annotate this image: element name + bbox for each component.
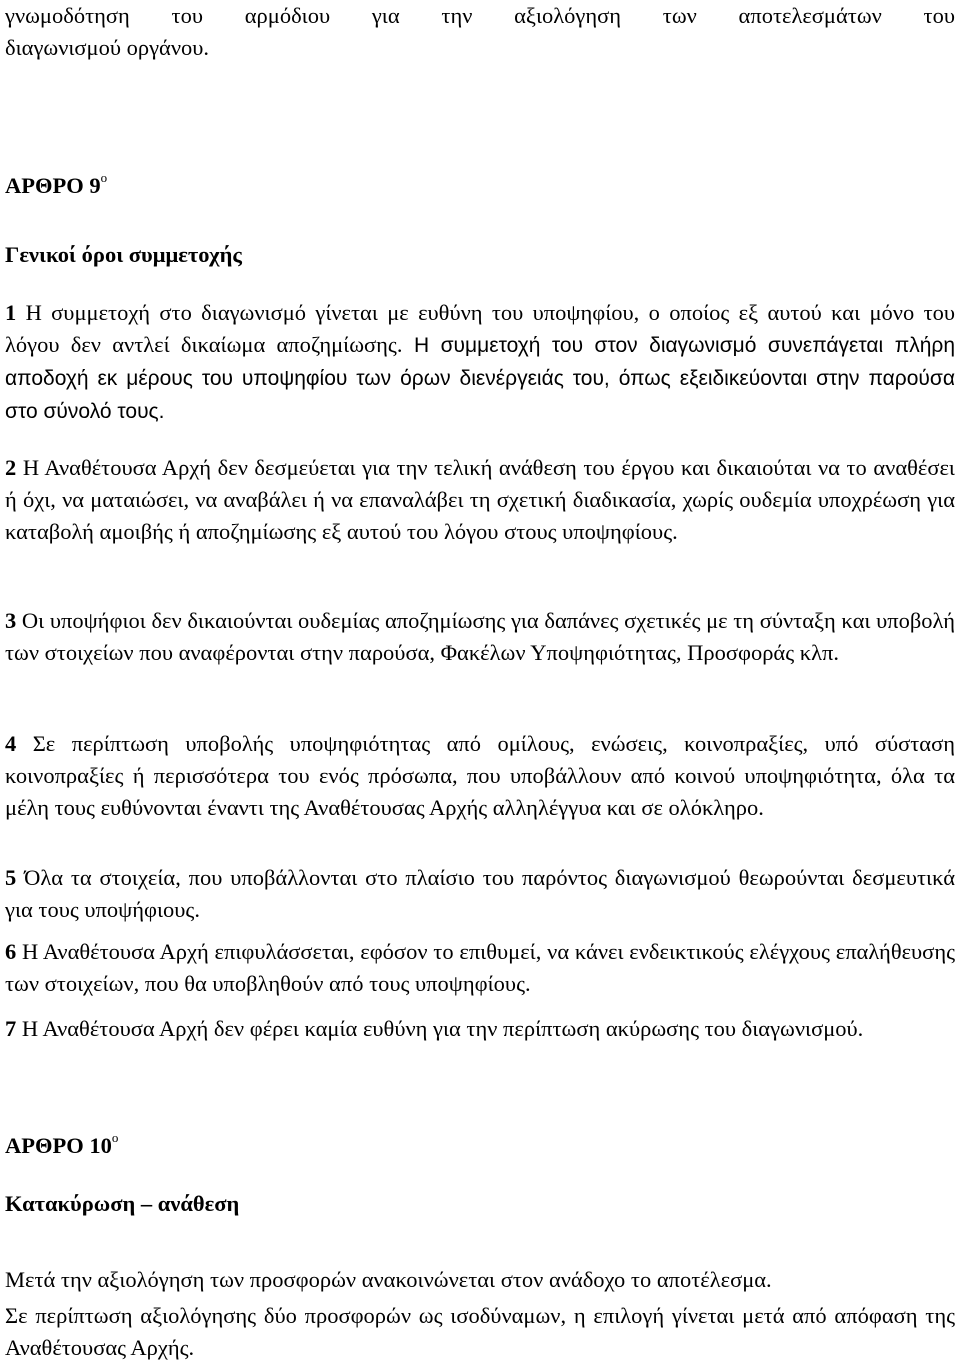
article-9-item-4	[5, 728, 955, 824]
article-9-item-1	[5, 297, 955, 428]
article-10-title-text: Κατακύρωση – ανάθεση	[5, 1191, 240, 1216]
article-10-paragraph-1: Μετά την αξιολόγηση των προσφορών ανακοινώνεται στον ανάδοχο το αποτέλεσμα.	[5, 1267, 772, 1292]
article-10-heading-sup: ο	[111, 1130, 119, 1145]
item-5-text: Όλα τα στοιχεία, που υποβάλλονται στο πλαίσιο του παρόντος διαγωνισμού θεωρούνται δεσμευτικά για τους υποψήφιους.	[5, 865, 955, 922]
article-10-paragraph-2: Σε περίπτωση αξιολόγησης δύο προσφορών ως ισοδύναμων, η επιλογή γίνεται μετά από απόφαση της Αναθέτουσας Αρχής.	[5, 1303, 955, 1360]
item-3-text: Οι υποψήφιοι δεν δικαιούνται ουδεμίας αποζημίωσης για δαπάνες σχετικές με τη σύνταξη και υποβολή των στοιχείων που αναφέρονται στην παρούσα, Φακέλων Υποψηφιότητας, Προσφοράς κλπ.	[5, 608, 955, 665]
item-6-number: 6	[5, 939, 17, 964]
item-6-text: Η Αναθέτουσα Αρχή επιφυλάσσεται, εφόσον το επιθυμεί, να κάνει ενδεικτικούς ελέγχους επαλήθευσης των στοιχείων, που θα υποβληθούν από τους υποψηφίους.	[5, 939, 955, 996]
article-9-title-text: Γενικοί όροι συμμετοχής	[5, 242, 242, 267]
intro-paragraph	[5, 0, 955, 64]
article-9-heading-text: ΑΡΘΡΟ 9	[5, 173, 101, 198]
item-5-number: 5	[5, 865, 17, 890]
article-10-heading-text: ΑΡΘΡΟ 10	[5, 1133, 112, 1158]
item-1-number: 1	[5, 300, 17, 325]
item-7-text: Η Αναθέτουσα Αρχή δεν φέρει καμία ευθύνη για την περίπτωση ακύρωσης του διαγωνισμού.	[16, 1016, 864, 1041]
article-9-item-2	[5, 452, 955, 548]
intro-line-1: γνωμοδότηση του αρμόδιου για την αξιολόγηση των αποτελεσμάτων του	[5, 3, 955, 28]
article-9-title	[5, 239, 242, 271]
article-9-heading	[5, 170, 107, 202]
item-4-number: 4	[5, 731, 17, 756]
article-9-item-7	[5, 1013, 955, 1045]
item-4-text: Σε περίπτωση υποβολής υποψηφιότητας από ομίλους, ενώσεις, κοινοπραξίες, υπό σύσταση κοινοπραξίες ή περισσότερα του ενός πρόσωπα, που υποβάλλουν από κοινού υποψηφιότητα, όλα τα μέλη τους ευθύνονται έναντι της Αναθέτουσας Αρχής αλληλέγγυα και σε ολόκληρο.	[5, 731, 955, 820]
item-7-number: 7	[5, 1016, 17, 1041]
article-9-item-5	[5, 862, 955, 926]
article-10-heading	[5, 1130, 118, 1162]
article-10-title	[5, 1188, 239, 1220]
item-1-text-sans: Η συμμετοχή του στον διαγωνισμό συνεπάγεται πλήρη αποδοχή εκ μέρους του υποψηφίου των όρων διενέργειάς του, όπως εξειδικεύονται στην παρούσα στο σύνολό τους.	[5, 334, 955, 423]
item-1-text-serif: Η συμμετοχή στο διαγωνισμό γίνεται με ευθύνη του υποψηφίου, ο οποίος εξ αυτού και μόνο του λόγου δεν αντλεί δικαίωμα αποζημίωσης.	[5, 300, 955, 357]
item-2-number: 2	[5, 455, 17, 480]
item-3-number: 3	[5, 608, 17, 633]
article-9-item-6	[5, 936, 955, 1000]
article-9-heading-sup: ο	[100, 170, 108, 185]
intro-line-2: διαγωνισμού οργάνου.	[5, 35, 210, 60]
item-2-text: Η Αναθέτουσα Αρχή δεν δεσμεύεται για την τελική ανάθεση του έργου και δικαιούται να το αναθέσει ή όχι, να ματαιώσει, να αναβάλει ή να επαναλάβει τη σχετική διαδικασία, χωρίς ουδεμία υποχρέωση για καταβολή αμοιβής ή αποζημίωσης εξ αυτού του λόγου στους υποψηφίους.	[5, 455, 955, 544]
article-9-item-3	[5, 605, 955, 669]
